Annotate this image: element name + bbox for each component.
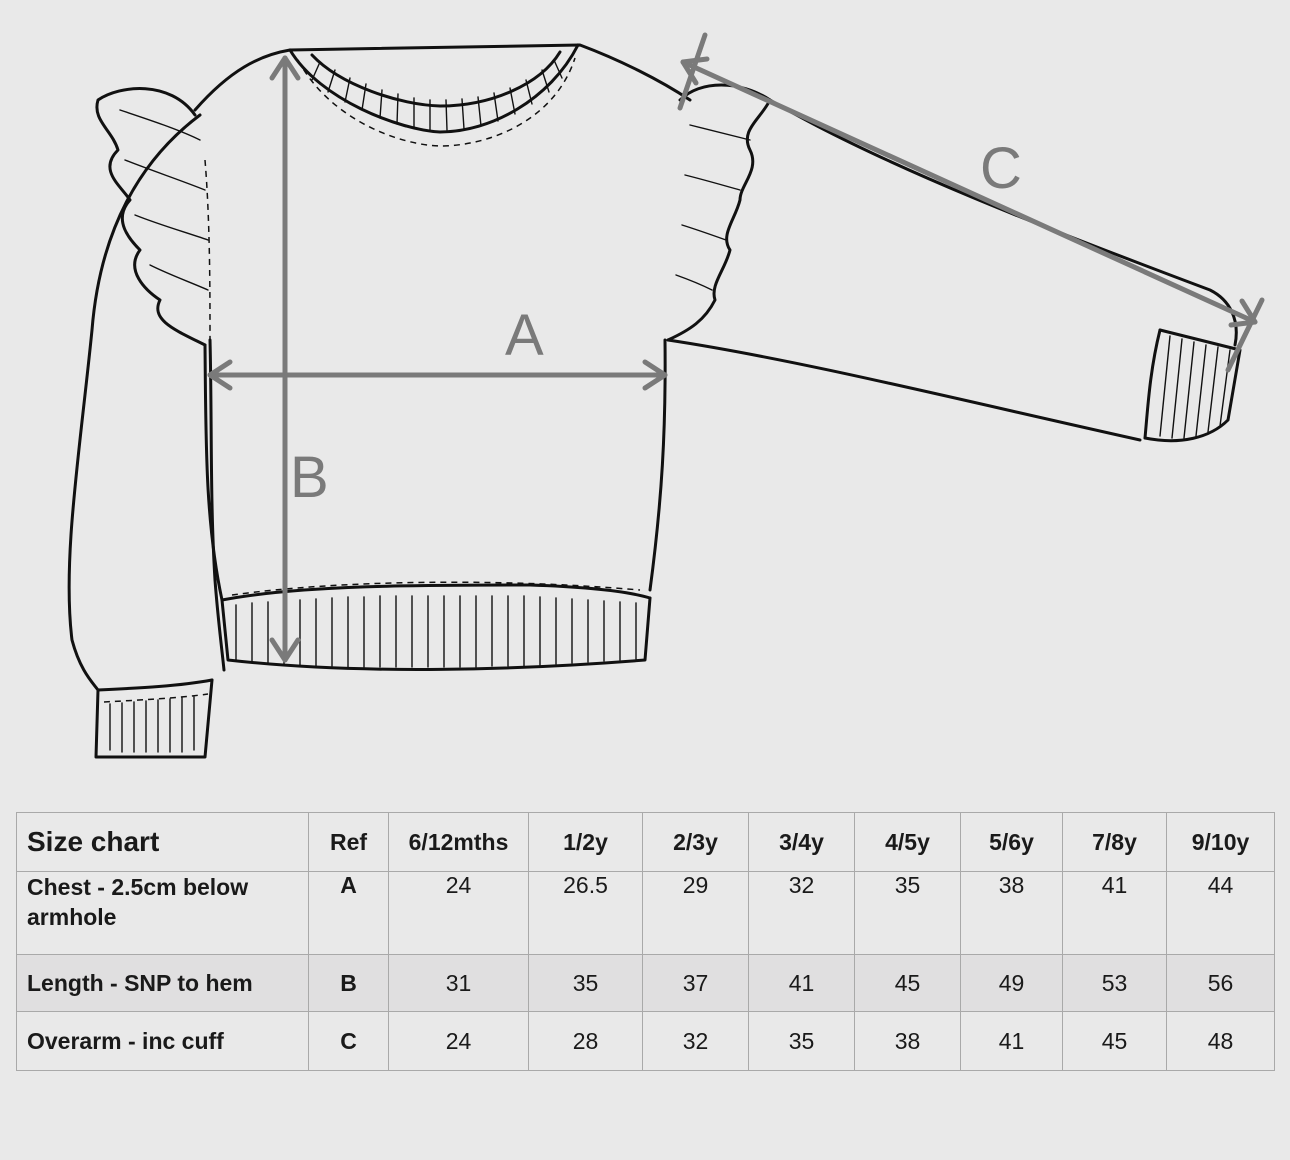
row-label: Overarm - inc cuff (17, 1012, 309, 1071)
row-label: Chest - 2.5cm below armhole (17, 872, 309, 955)
left-ruffle (97, 89, 210, 345)
table-cell: 48 (1167, 1012, 1275, 1071)
size-header: 6/12mths (389, 813, 529, 872)
body (195, 45, 690, 669)
table-cell: 45 (855, 955, 961, 1012)
size-header: 1/2y (529, 813, 643, 872)
table-cell: 32 (643, 1012, 749, 1071)
table-cell: 29 (643, 872, 749, 955)
size-header: 2/3y (643, 813, 749, 872)
right-sleeve (668, 100, 1240, 441)
table-cell: 37 (643, 955, 749, 1012)
measure-b (272, 58, 329, 660)
table-cell: 35 (529, 955, 643, 1012)
table-cell: 35 (855, 872, 961, 955)
neckline (290, 45, 578, 146)
hem-ribbing (236, 596, 636, 667)
table-cell: 28 (529, 1012, 643, 1071)
ref-header: Ref (309, 813, 389, 872)
right-ruffle (668, 85, 770, 340)
left-sleeve (69, 115, 224, 757)
table-cell: 56 (1167, 955, 1275, 1012)
right-cuff-ribbing (1160, 336, 1230, 438)
table-cell: 44 (1167, 872, 1275, 955)
table-cell: 49 (961, 955, 1063, 1012)
row-ref: C (309, 1012, 389, 1071)
label-c: C (980, 136, 1022, 201)
left-cuff-ribbing (110, 697, 194, 752)
table-cell: 53 (1063, 955, 1167, 1012)
size-header: 7/8y (1063, 813, 1167, 872)
table-row (17, 955, 1275, 1012)
neck-ribbing (312, 60, 562, 130)
label-a: A (505, 303, 544, 368)
size-header: 4/5y (855, 813, 961, 872)
table-cell: 26.5 (529, 872, 643, 955)
size-chart-table (16, 812, 1275, 1071)
row-label: Length - SNP to hem (17, 955, 309, 1012)
label-b: B (290, 445, 329, 510)
table-cell: 45 (1063, 1012, 1167, 1071)
table-cell: 32 (749, 872, 855, 955)
table-row (17, 1012, 1275, 1071)
measure-c (680, 35, 1262, 370)
measure-a (210, 303, 665, 388)
size-header: 3/4y (749, 813, 855, 872)
table-cell: 41 (749, 955, 855, 1012)
table-cell: 35 (749, 1012, 855, 1071)
row-ref: B (309, 955, 389, 1012)
table-title: Size chart (17, 813, 309, 872)
table-cell: 38 (961, 872, 1063, 955)
table-cell: 24 (389, 872, 529, 955)
table-cell: 41 (961, 1012, 1063, 1071)
size-header: 5/6y (961, 813, 1063, 872)
size-header: 9/10y (1167, 813, 1275, 872)
table-cell: 31 (389, 955, 529, 1012)
table-header-row (17, 813, 1275, 872)
table-cell: 38 (855, 1012, 961, 1071)
table-row (17, 872, 1275, 955)
row-ref: A (309, 872, 389, 955)
table-cell: 41 (1063, 872, 1167, 955)
table-cell: 24 (389, 1012, 529, 1071)
